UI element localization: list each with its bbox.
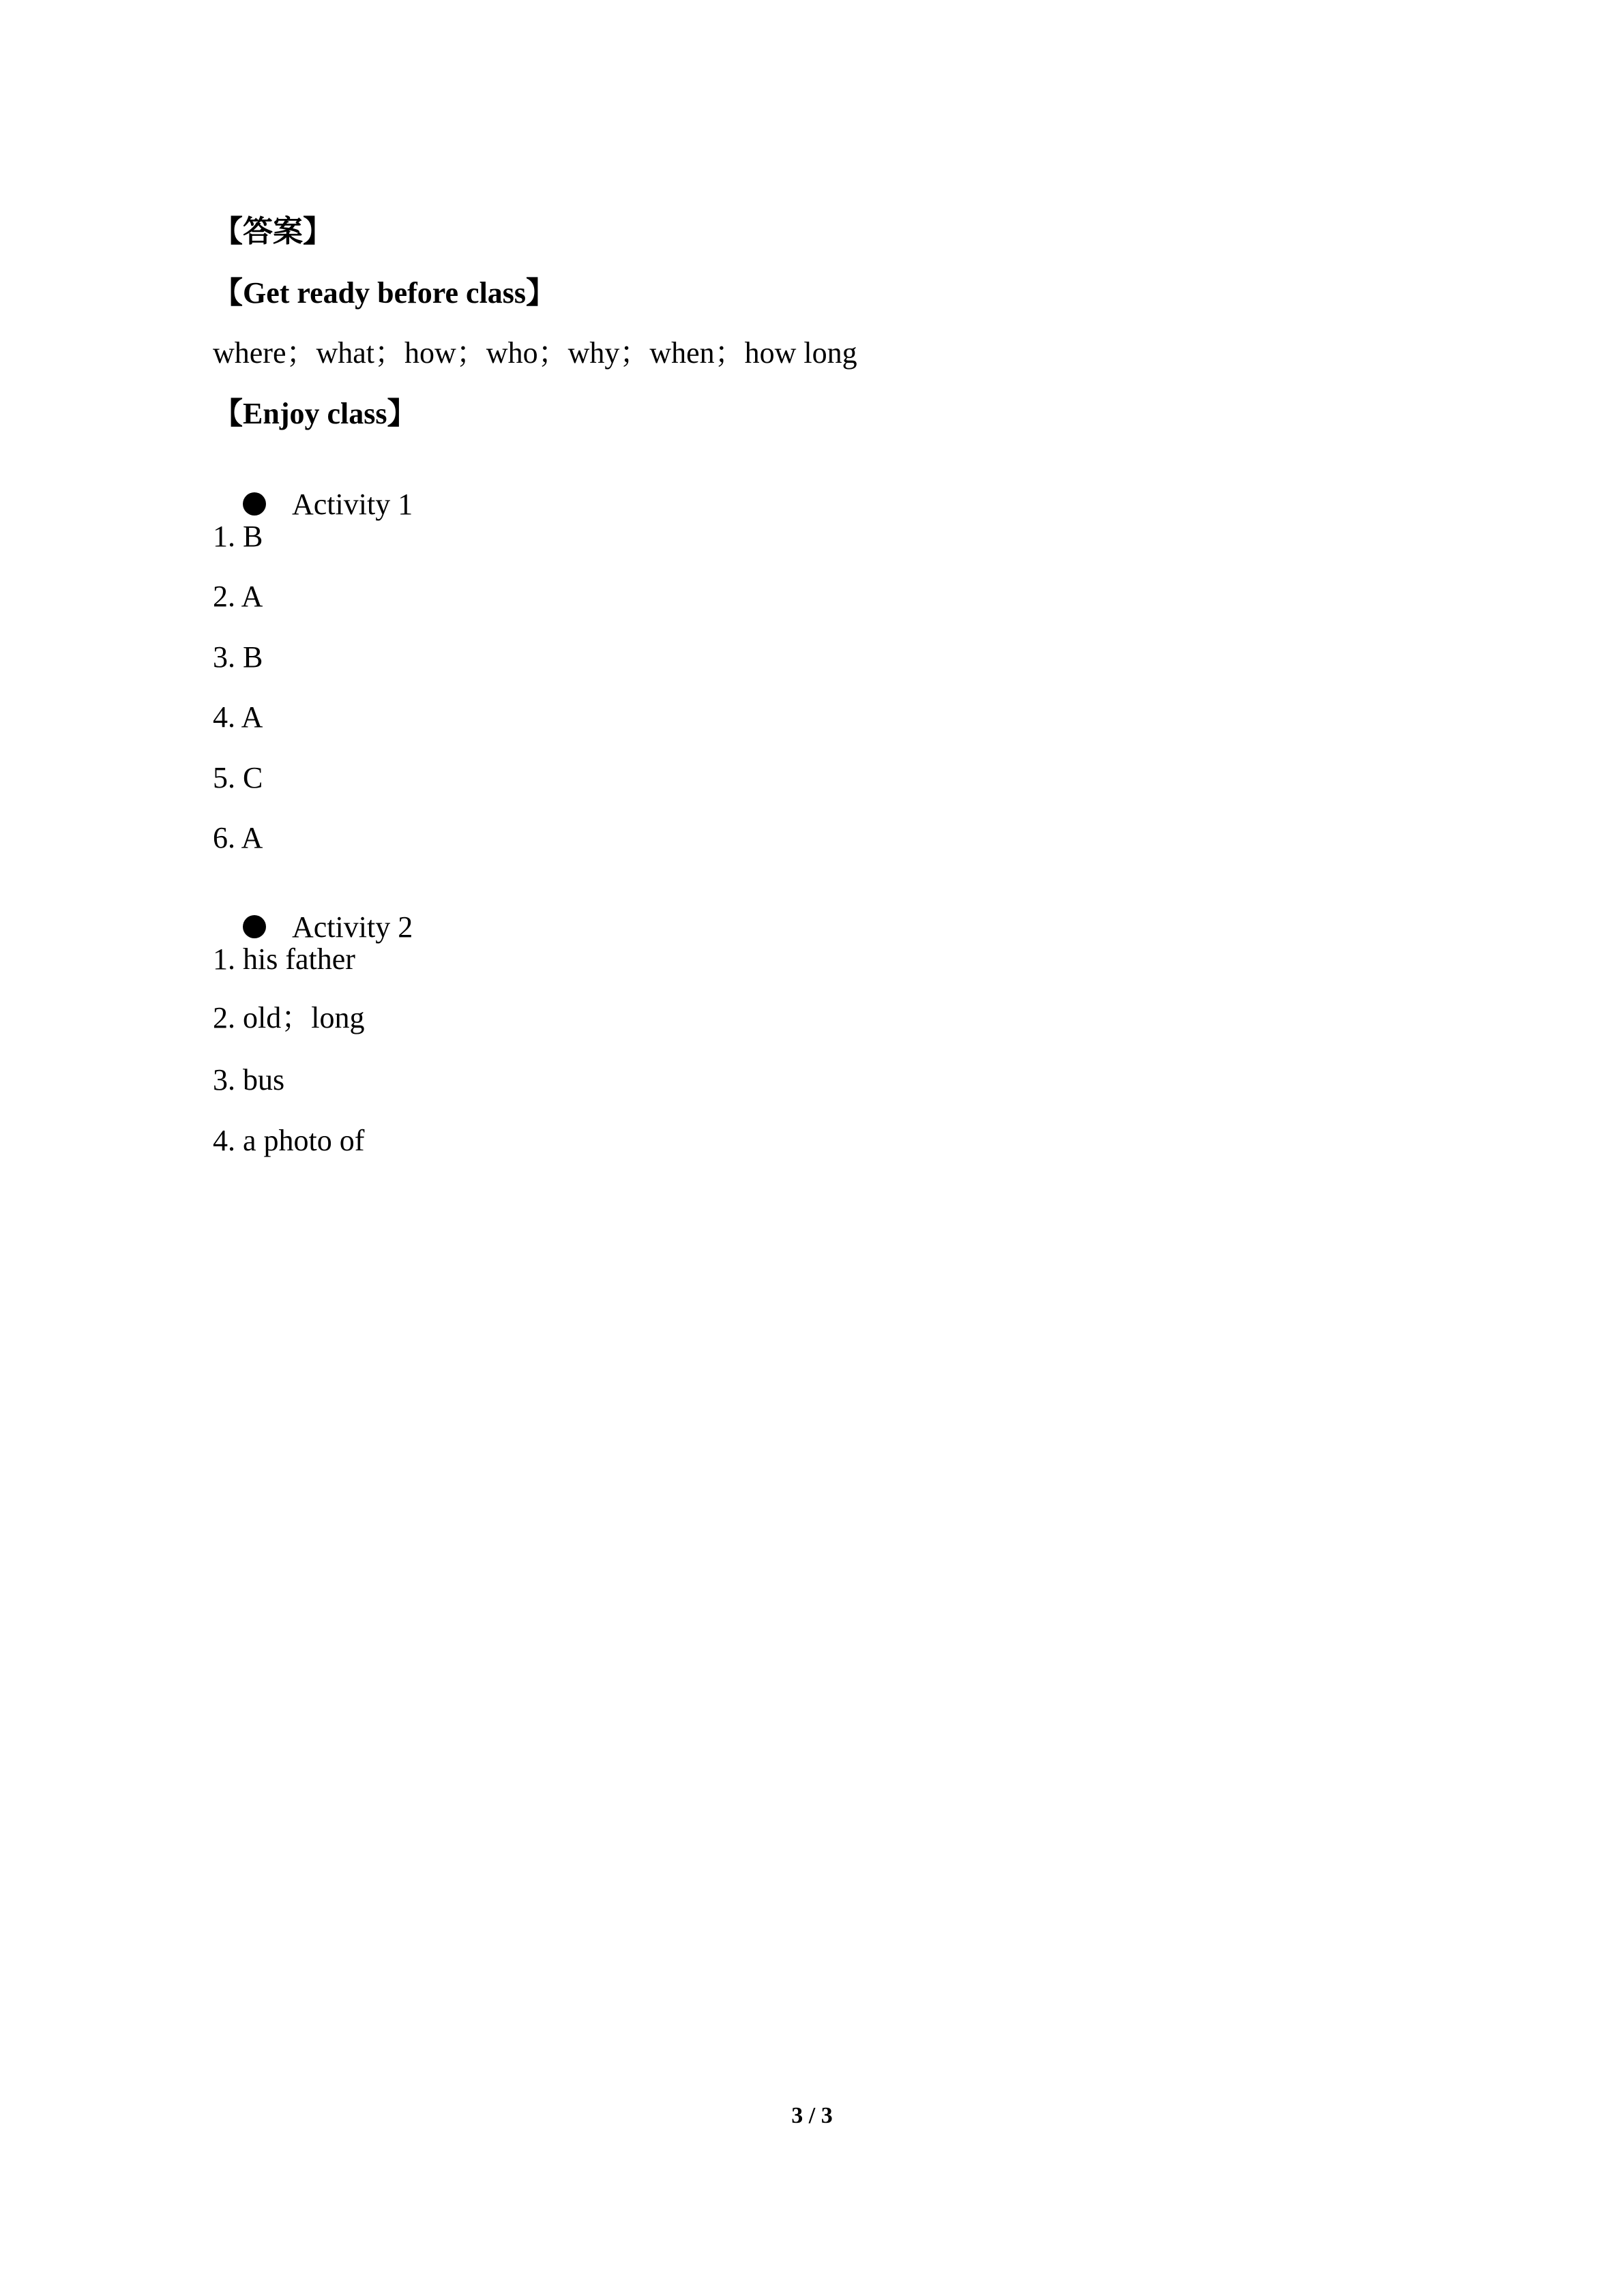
activity-2-answer: 1. his father: [213, 942, 355, 976]
activity-2-answer: 2. old；long: [213, 1001, 365, 1034]
activity-1-label: Activity 1: [292, 488, 413, 521]
activity-1-answer: 1. B: [213, 520, 263, 553]
bullet-icon: [243, 915, 266, 938]
activity-2-label: Activity 2: [292, 910, 413, 944]
activity-2-answer: 4. a photo of: [213, 1124, 365, 1157]
get-ready-answer: where；what；how；who；why；when；how long: [213, 336, 857, 370]
activity-1-answer: 2. A: [213, 580, 263, 613]
activity-1-answer: 4. A: [213, 700, 263, 734]
answers-heading: 【答案】: [213, 215, 333, 248]
activity-1-answer: 5. C: [213, 761, 263, 794]
bullet-icon: [243, 492, 266, 516]
activity-1-answer: 6. A: [213, 821, 263, 854]
page-number: 3 / 3: [791, 2103, 833, 2128]
activity-1-answer: 3. B: [213, 640, 263, 674]
section-title-enjoy-class: 【Enjoy class】: [213, 397, 417, 430]
activity-2-answer: 3. bus: [213, 1063, 285, 1097]
section-title-get-ready: 【Get ready before class】: [213, 276, 557, 310]
